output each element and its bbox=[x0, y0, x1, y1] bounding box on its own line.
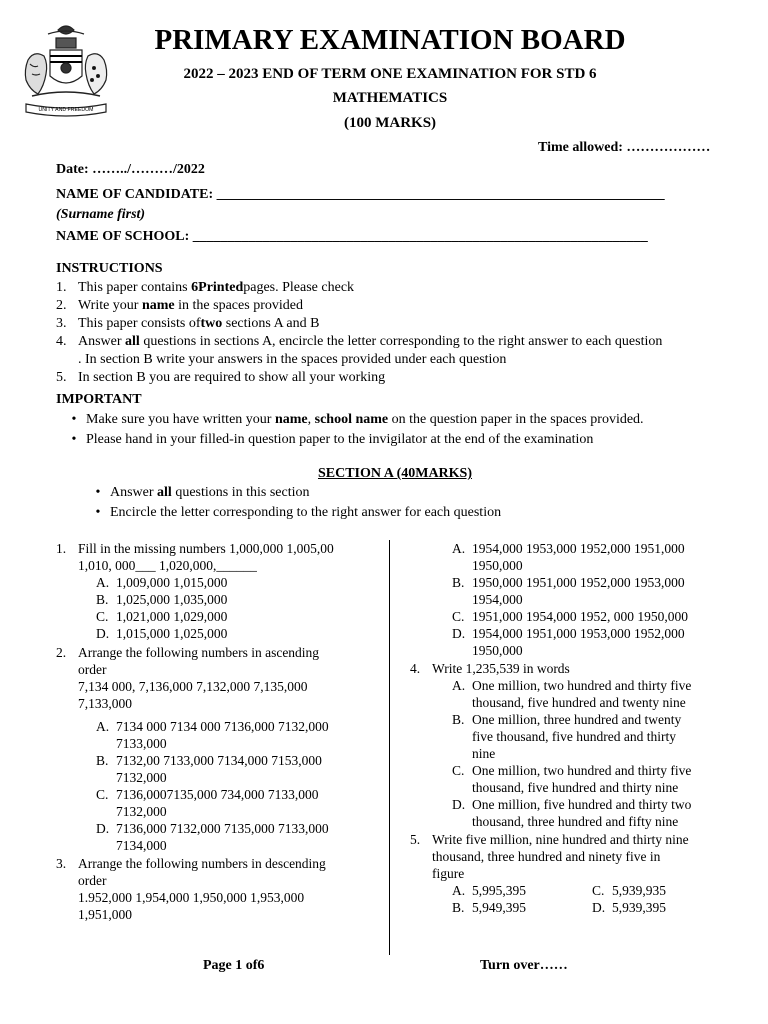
left-column bbox=[56, 540, 386, 923]
section-a-bullet: • Encircle the letter corresponding to the right answer for each question bbox=[95, 505, 502, 520]
instruction-item: 5. In section B you are required to show all your working bbox=[56, 370, 386, 385]
instructions-heading: INSTRUCTIONS bbox=[56, 261, 163, 276]
option-c[interactable]: C. 7136,0007135,000 734,000 7133,000 bbox=[96, 787, 319, 802]
option-a[interactable]: A. One million, two hundred and thirty five bbox=[452, 678, 692, 693]
option-d[interactable]: D. 1,015,000 1,025,000 bbox=[96, 626, 228, 641]
board-title: PRIMARY EXAMINATION BOARD bbox=[154, 24, 626, 56]
instruction-item: 3. This paper consists oftwo sections A and B bbox=[56, 316, 320, 331]
subject-title: MATHEMATICS bbox=[332, 90, 448, 106]
section-a-bullets bbox=[86, 484, 726, 522]
question-4: 4. Write 1,235,539 in words A. One million, two hundred and thirty five thousand, five hundred and twenty nine B. One million, three hundred and twenty five thousand, five hundred and thirty nine C. One million, two hundred and thirty five thousand, five hundred and thirty nine D. One million, five hundred and thirty two thousand, three hundred and fifty nine bbox=[410, 660, 755, 830]
option-d[interactable]: D. 5,939,395 bbox=[592, 900, 666, 915]
important-item: • Make sure you have written your name, school name on the question paper in the spaces provided. bbox=[71, 412, 644, 427]
instruction-item-continued: . In section B write your answers in the spaces provided under each question bbox=[78, 352, 507, 367]
option-a[interactable]: A. 5,995,395 bbox=[452, 883, 526, 898]
option-d[interactable]: D. One million, five hundred and thirty two bbox=[452, 797, 692, 812]
important-item: • Please hand in your filled-in question paper to the invigilator at the end of the examination bbox=[71, 432, 594, 447]
column-divider bbox=[389, 540, 390, 955]
option-c[interactable]: C. 5,939,935 bbox=[592, 883, 666, 898]
page-number: Page 1 of6 bbox=[203, 958, 265, 973]
date-field: Date: ……../………/2022 bbox=[56, 162, 205, 177]
school-name-field[interactable]: NAME OF SCHOOL: _________________________________________________________________ bbox=[56, 229, 648, 244]
option-b[interactable]: B. One million, three hundred and twenty bbox=[452, 712, 682, 727]
important-list bbox=[62, 411, 762, 449]
option-a[interactable]: A. 1,009,000 1,015,000 bbox=[96, 575, 228, 590]
surname-first-note: (Surname first) bbox=[56, 207, 146, 222]
question-1: 1. Fill in the missing numbers 1,000,000 1,005,00 1,010, 000___ 1,020,000,______ A. 1,009,000 1,015,000 B. 1,025,000 1,035,000 C. 1,021,000 1,029,000 D. 1,015,000 1,025,000 bbox=[56, 540, 386, 642]
time-allowed: Time allowed: ……………… bbox=[538, 140, 711, 155]
important-heading: IMPORTANT bbox=[56, 392, 142, 407]
turn-over: Turn over…… bbox=[480, 958, 568, 973]
right-column bbox=[410, 540, 755, 916]
instructions-list bbox=[56, 279, 756, 387]
candidate-name-field[interactable]: NAME OF CANDIDATE: ________________________________________________________________ bbox=[56, 187, 665, 202]
option-c[interactable]: C. One million, two hundred and thirty five bbox=[452, 763, 692, 778]
option-d[interactable]: D. 1954,000 1951,000 1953,000 1952,000 bbox=[452, 626, 685, 641]
section-a-title: SECTION A (40MARKS) bbox=[317, 466, 473, 481]
option-b[interactable]: B. 1950,000 1951,000 1952,000 1953,000 bbox=[452, 575, 685, 590]
exam-title: 2022 – 2023 END OF TERM ONE EXAMINATION FOR STD 6 bbox=[183, 66, 597, 82]
option-c[interactable]: C. 1,021,000 1,029,000 bbox=[96, 609, 228, 624]
option-b[interactable]: B. 5,949,395 bbox=[452, 900, 526, 915]
instruction-item: 2. Write your name in the spaces provided bbox=[56, 298, 303, 313]
section-a-bullet: • Answer all questions in this section bbox=[95, 485, 310, 500]
question-3: 3. Arrange the following numbers in descending order 1.952,000 1,954,000 1,950,000 1,953,000 1,951,000 bbox=[56, 856, 326, 922]
option-a[interactable]: A. 7134 000 7134 000 7136,000 7132,000 bbox=[96, 719, 329, 734]
marks-title: (100 MARKS) bbox=[343, 115, 437, 131]
option-d[interactable]: D. 7136,000 7132,000 7135,000 7133,000 bbox=[96, 821, 329, 836]
option-b[interactable]: B. 7132,00 7133,000 7134,000 7153,000 bbox=[96, 753, 322, 768]
option-c[interactable]: C. 1951,000 1954,000 1952, 000 1950,000 bbox=[452, 609, 688, 624]
crest-motto: UNITY AND FREEDOM bbox=[38, 107, 94, 113]
instruction-item: 1. This paper contains 6Printedpages. Please check bbox=[56, 280, 355, 295]
option-b[interactable]: B. 1,025,000 1,035,000 bbox=[96, 592, 228, 607]
question-2: 2. Arrange the following numbers in ascending order 7,134 000, 7,136,000 7,132,000 7,135,000 7,133,000 A. 7134 000 7134 000 7136,000 7132,000 7133,000 B. 7132,00 7133,000 7134,000 7153,000 7132,000 C. 7136,0007135,000 734,000 7133,000 7132,000 D. 7136,000 7132,000 7135,000 7133,000 7134,000 bbox=[56, 644, 386, 854]
question-5: 5. Write five million, nine hundred and thirty nine thousand, three hundred and ninety five in figure A. 5,995,395 C. 5,939,935 B. 5,949,395 D. 5,939,395 bbox=[410, 832, 689, 915]
instruction-item: 4. Answer all questions in sections A, encircle the letter corresponding to the right answer to each question bbox=[56, 334, 663, 349]
question-3-options: A. 1954,000 1953,000 1952,000 1951,000 1950,000 B. 1950,000 1951,000 1952,000 1953,000 1954,000 C. 1951,000 1954,000 1952, 000 1950,000 D. 1954,000 1951,000 1953,000 1952,000 1950,000 bbox=[410, 540, 755, 659]
option-a[interactable]: A. 1954,000 1953,000 1952,000 1951,000 bbox=[452, 541, 685, 556]
